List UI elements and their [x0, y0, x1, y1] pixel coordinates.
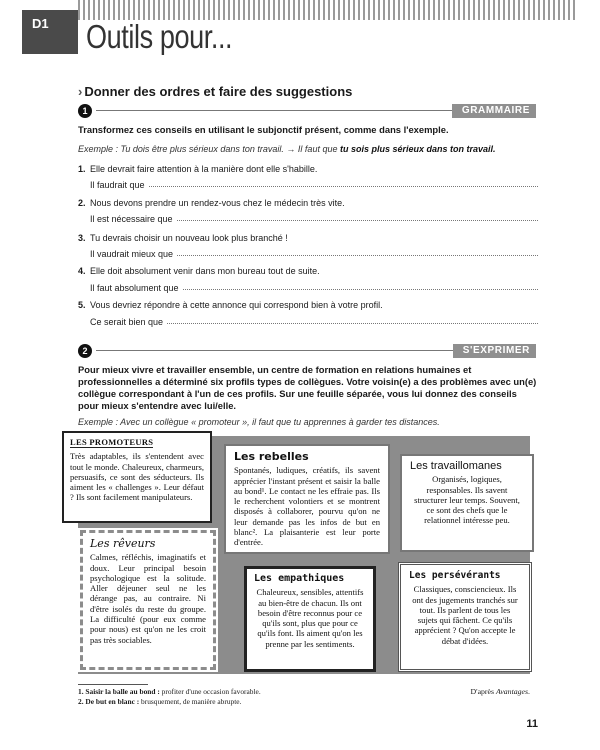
profile-title: Les rêveurs	[90, 537, 156, 550]
exercise-item: 1. Elle devrait faire attention à la manière dont elle s'habille.	[78, 164, 318, 174]
profile-reveurs	[80, 530, 216, 670]
exercise-2-instruction: Pour mieux vivre et travailler ensemble, un centre de formation en relations humaines et professionnelles a déterminé six profils types de collègues. Votre voisin(e) a des problèmes avec un(e) collègue correspondant à l'un de ces profils. Sur une feuille séparée, vous lui donnez des conseils pour mieux s'entendre avec lui/elle.	[78, 364, 537, 411]
exercise-1-header	[78, 104, 536, 118]
profile-rebelles	[224, 444, 390, 554]
profile-text: Chaleureux, sensibles, attentifs au bien-être de chacun. Ils ont besoin d'être reconnus pour ce qu'ils sont, plus que pour ce qu'ils font. Ils aiment qu'on les prenne par les sentiments.	[256, 587, 364, 649]
profile-text: Organisés, logiques, responsables. Ils savent structurer leur temps. Souvent, ce sont des chefs que le relationnel intéresse peu.	[414, 474, 520, 526]
exercise-2-example: Exemple : Avec un collègue « promoteur », il faut que tu apprennes à garder tes distances.	[78, 417, 440, 427]
divider	[96, 350, 460, 351]
profile-title: Les rebelles	[234, 450, 309, 463]
exercise-1-instruction: Transformez ces conseils en utilisant le subjonctif présent, comme dans l'exemple.	[78, 124, 449, 135]
divider	[96, 110, 460, 111]
footnote-1: 1. Saisir la balle au bond : profiter d'une occasion favorable.	[78, 687, 261, 696]
page-number: 11	[526, 718, 538, 730]
exercise-number: 1	[78, 104, 92, 118]
footnotes	[78, 684, 261, 706]
profile-title: Les travaillomanes	[410, 460, 502, 472]
profile-empathiques	[244, 566, 376, 672]
exercise-2-header	[78, 344, 536, 358]
footnote-separator	[78, 684, 148, 685]
profile-title: Les empathiques	[254, 573, 345, 584]
exercise-item: 4. Elle doit absolument venir dans mon bureau tout de suite.	[78, 266, 320, 276]
source-credit: D'après Avantages.	[470, 687, 530, 696]
exercise-number: 2	[78, 344, 92, 358]
profile-text: Très adaptables, ils s'entendent avec tout le monde. Chaleureux, charmeurs, persuasifs, ce sont des séducteurs. Ils aiment les « challenges ». Leur défaut ? Ils sont facilement manipulateurs.	[70, 451, 204, 503]
answer-line[interactable]: Il est nécessaire que	[90, 214, 538, 224]
answer-line[interactable]: Ce serait bien que	[90, 317, 538, 327]
footnote-2: 2. De but en blanc : brusquement, de manière abrupte.	[78, 696, 242, 706]
profile-title: Les persévérants	[409, 570, 501, 581]
profile-title: LES PROMOTEURS	[70, 437, 154, 447]
page-title: Outils pour...	[86, 18, 233, 55]
profile-promoteurs	[62, 431, 212, 523]
exercise-1-example: Exemple : Tu dois être plus sérieux dans ton travail. → Il faut que tu sois plus sérieux dans ton travail.	[78, 144, 496, 154]
answer-line[interactable]: Il vaudrait mieux que	[90, 249, 538, 259]
unit-badge: D1	[22, 10, 78, 54]
profile-text: Spontanés, ludiques, créatifs, ils savent apprécier l'instant présent et saisir la balle au bond¹. Le contact ne les effraie pas. Ils le recherchent volontiers et se montrent disposés à collaborer, pourvu qu'on ne leur demande pas les infos de but en blanc². La plaisanterie est leur porte d'entrée.	[234, 465, 380, 548]
answer-line[interactable]: Il faut absolument que	[90, 283, 538, 293]
profile-text: Classiques, consciencieux. Ils ont des jugements tranchés sur tout. Ils parlent de tous les sujets qui fâchent. Ce qu'ils apprécient ? Qu'on accepte le débat d'idées.	[412, 584, 518, 646]
sexprimer-tag: S'EXPRIMER	[453, 344, 536, 358]
grammaire-tag: GRAMMAIRE	[452, 104, 536, 118]
section-title: › Donner des ordres et faire des suggestions	[78, 84, 353, 99]
exercise-item: 5. Vous devriez répondre à cette annonce qui correspond bien à votre profil.	[78, 300, 383, 310]
chevron-right-icon: ›	[78, 84, 83, 99]
header-stripes	[78, 0, 578, 20]
profile-text: Calmes, réfléchis, imaginatifs et doux. Leur principal besoin psychologique est la solitude. Aller déjeuner seul ne les dérange pas, au contraire. Ni d'être isolés du reste du groupe. La difficulté (pour eux comme pour nous) est qu'on ne les croit pas très sociables.	[90, 552, 206, 645]
profile-perseverants	[398, 562, 532, 672]
exercise-item: 2. Nous devons prendre un rendez-vous chez le médecin très vite.	[78, 198, 345, 208]
answer-line[interactable]: Il faudrait que	[90, 180, 538, 190]
profile-travaillomanes	[400, 454, 534, 552]
exercise-item: 3. Tu devrais choisir un nouveau look plus branché !	[78, 233, 288, 243]
